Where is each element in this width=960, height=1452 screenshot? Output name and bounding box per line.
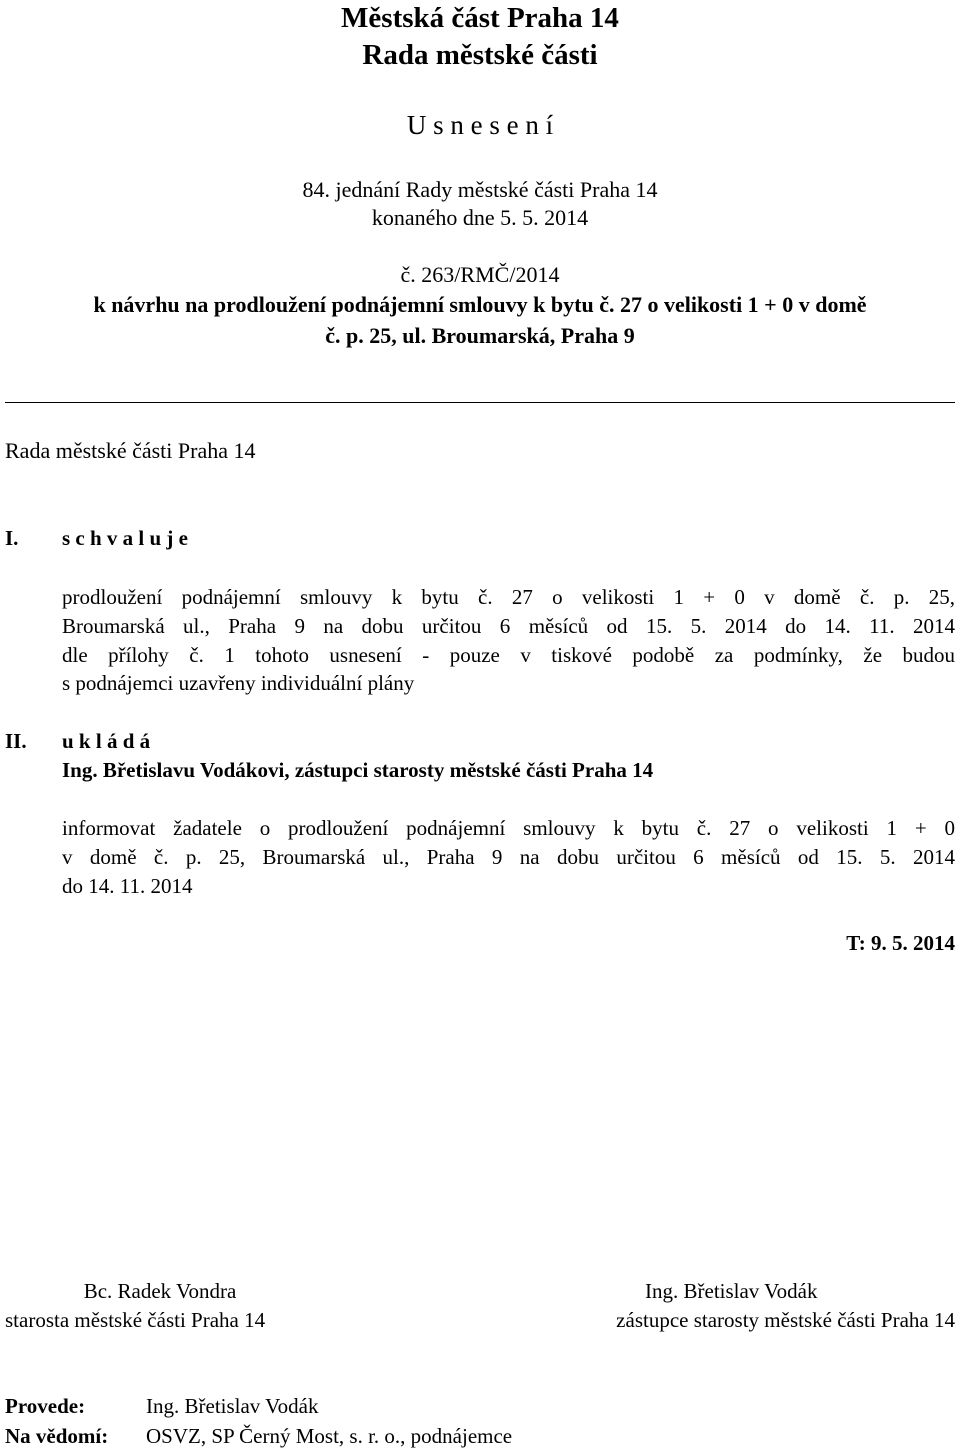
subject-line-2: č. p. 25, ul. Broumarská, Praha 9 bbox=[325, 323, 635, 348]
section2-verb: u k l á d á bbox=[62, 729, 151, 753]
doc-type: U s n e s e n í bbox=[406, 110, 554, 140]
signature-role: starosta městské části Praha 14 bbox=[5, 1308, 266, 1332]
issuer: Rada městské části Praha 14 bbox=[5, 438, 256, 463]
section1-line: s podnájemci uzavřeny individuální plány bbox=[62, 671, 415, 695]
section1-line: prodloužení podnájemní smlouvy k bytu č. 27 o velikosti 1 + 0 v domě č. p. 25, bbox=[62, 585, 955, 609]
provede-value: Ing. Břetislav Vodák bbox=[146, 1394, 319, 1418]
section1-line: Broumarská ul., Praha 9 na dobu určitou 6 měsíců od 15. 5. 2014 do 14. 11. 2014 bbox=[62, 614, 955, 638]
subject-line-1: k návrhu na prodloužení podnájemní smlouvy k bytu č. 27 o velikosti 1 + 0 v domě bbox=[93, 292, 867, 317]
signature-name: Bc. Radek Vondra bbox=[83, 1279, 237, 1303]
resolution-number: č. 263/RMČ/2014 bbox=[400, 262, 560, 287]
section2-line: informovat žadatele o prodloužení podnájemní smlouvy k bytu č. 27 o velikosti 1 + 0 bbox=[62, 816, 955, 840]
signature-mayor bbox=[0, 1278, 390, 1304]
meeting: 84. jednání Rady městské části Praha 14 bbox=[302, 177, 658, 202]
meeting-date: konaného dne 5. 5. 2014 bbox=[371, 205, 589, 230]
section1-line: dle přílohy č. 1 tohoto usnesení - pouze v tiskové podobě za podmínky, že budou bbox=[62, 643, 955, 667]
section2-line: v domě č. p. 25, Broumarská ul., Praha 9 na dobu určitou 6 měsíců od 15. 5. 2014 bbox=[62, 845, 955, 869]
section2-number: II. bbox=[5, 729, 27, 753]
navedomi-value: OSVZ, SP Černý Most, s. r. o., podnájemce bbox=[146, 1424, 513, 1448]
section1-verb: s c h v a l u j e bbox=[62, 526, 188, 550]
council-title: Rada městské části bbox=[362, 39, 598, 71]
office-title: Městská část Praha 14 bbox=[341, 2, 619, 34]
navedomi-label: Na vědomí: bbox=[5, 1424, 109, 1448]
provede-label: Provede: bbox=[5, 1394, 86, 1418]
deadline: T: 9. 5. 2014 bbox=[846, 931, 955, 955]
signature-role: zástupce starosty městské části Praha 14 bbox=[616, 1308, 955, 1332]
section2-line: do 14. 11. 2014 bbox=[62, 874, 193, 898]
section2-addressee: Ing. Břetislavu Vodákovi, zástupci starosty městské části Praha 14 bbox=[62, 758, 654, 782]
divider bbox=[5, 402, 955, 403]
section1-number: I. bbox=[5, 526, 19, 550]
signature-name: Ing. Břetislav Vodák bbox=[645, 1279, 818, 1303]
